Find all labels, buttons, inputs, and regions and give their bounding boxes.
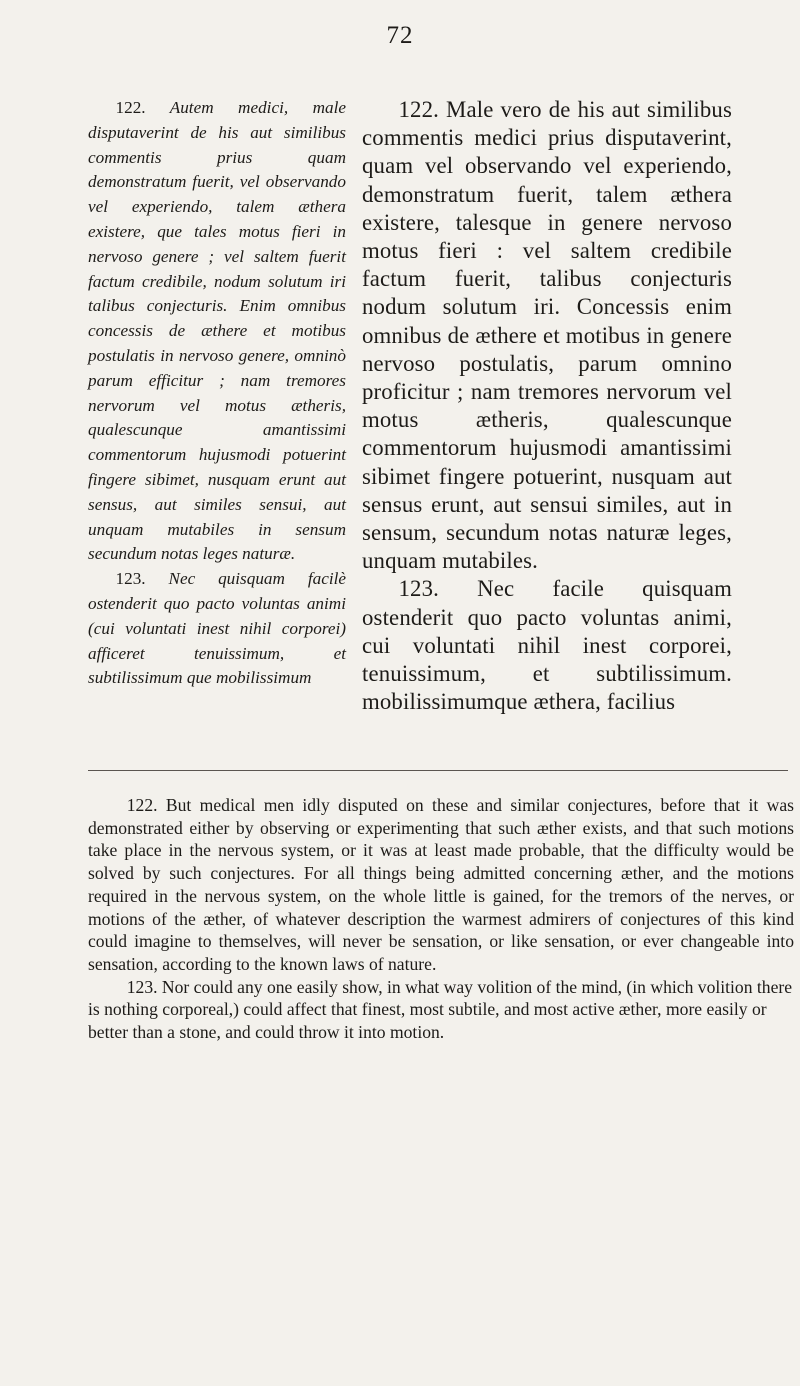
paragraph-text: Nec quisquam facilè ostenderit quo pacto voluntas animi (cui voluntati inest nihil corporei) afficeret tenuissimum, et subtilissimum que mobilissimum <box>88 569 346 688</box>
latin-italic-column <box>88 96 346 691</box>
latin-italic-paragraph-123 <box>88 567 346 691</box>
english-translation <box>88 794 794 1044</box>
latin-roman-column <box>362 96 732 716</box>
paragraph-text: Autem medici, male disputaverint de his aut similibus commentis prius quam demonstratum fuerit, vel observando vel experiendo, talem æthera existere, que tales motus fieri in nervoso genere ; vel saltem fuerit factum credibile, nodum solutum iri talibus conjecturis. Enim omnibus concessis de æthere et motibus postulatis in nervoso genere, omninò parum efficitur ; nam tremores nervorum vel motus ætheris, qualescunque amantissimi commentorum hujusmodi potuerint fingere sibimet, nusquam erunt aut sensus, aut similes sensui, aut unquam mutabiles in sensum secundum notas leges naturæ. <box>88 98 346 564</box>
latin-roman-paragraph-122: 122. Male vero de his aut similibus commentis medici prius disputaverint, quam vel observando vel experiendo, demonstratum fuerit, talem æthera existere, talesque in genere nervoso motus fieri : vel saltem credibile factum fuerit, talibus conjecturis nodum solutum iri. Concessis enim omnibus de æthere et motibus in genere nervoso postulatis, parum omnino proficitur ; nam tremores nervorum vel motus ætheris, qualescunque commentorum hujusmodi amantissimi sibimet fingere potuerint, nusquam aut sensus erunt, aut sensui similes, aut in sensum, secundum notas naturæ leges, unquam mutabiles. <box>362 97 732 574</box>
page-number: 72 <box>386 22 414 49</box>
section-divider <box>88 770 788 771</box>
latin-roman-paragraph-123: 123. Nec facile quisquam ostenderit quo pacto voluntas animi, cui voluntati nihil inest corporei, tenuissimum, et subtilissimum. mobilissimumque æthera, facilius <box>362 576 732 715</box>
translation-paragraph-123: 123. Nor could any one easily show, in what way volition of the mind, (in which volition there is nothing corporeal,) could affect that finest, most subtile, and most active æther, more easily or better than a stone, and could throw it into motion. <box>88 976 793 1043</box>
paragraph-number: 123. <box>115 569 146 589</box>
translation-paragraph-122: 122. But medical men idly disputed on these and similar conjectures, before that it was demonstrated either by observing or experimenting that such æther exists, and that such motions take place in the nervous system, or it was at least made probable, that the difficulty would be solved by such conjectures. For all things being admitted concerning æther, and the motions required in the nervous system, on the whole little is gained, for the tremors of the nerves, or motions of the æther, of whatever description the warmest admirers of conjectures of this kind could imagine to themselves, will never be sensation, or like sensation, or ever changeable into sensation, according to the known laws of nature. <box>88 795 794 974</box>
paragraph-number: 122. <box>115 98 146 117</box>
latin-italic-paragraph-122 <box>88 96 346 567</box>
